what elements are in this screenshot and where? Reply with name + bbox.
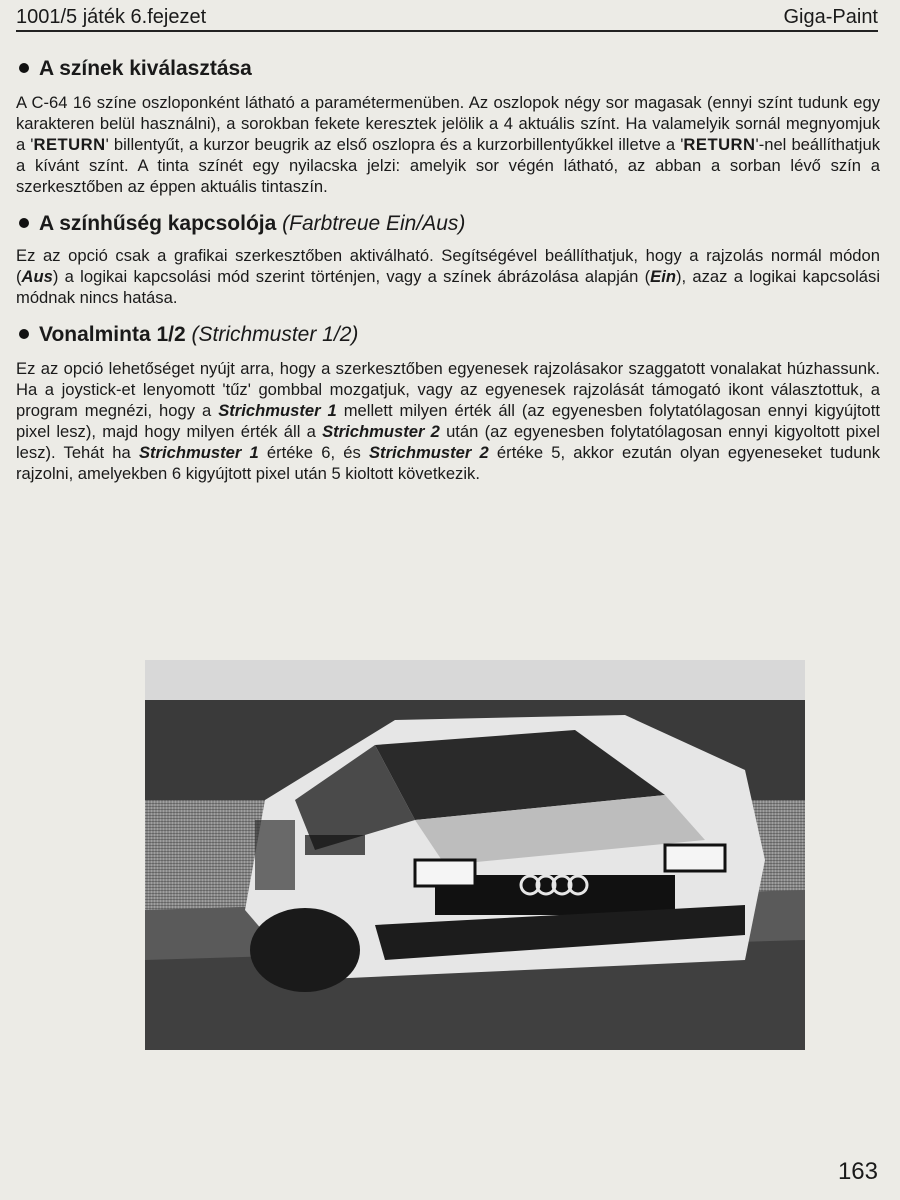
section-heading-color-fidelity xyxy=(16,209,880,239)
bullet-icon xyxy=(19,218,29,228)
bullet-icon xyxy=(19,63,29,73)
text-run: mellett milyen érték áll (az egyenesben folytatólagosan ennyi kigyújtott pixel lesz), majd hogy milyen érték áll a xyxy=(16,401,880,441)
text-run: Ez az opció csak a grafikai szerkesztőben aktiválható. Segítségével beállíthatjuk, hogy a rajzolás normál módon ( xyxy=(16,246,880,286)
section-paragraph-colors xyxy=(16,92,880,197)
option-name: Strichmuster 1 xyxy=(138,443,259,462)
text-run: ), azaz a logikai kapcsolási módnak nincs hatása. xyxy=(16,267,880,307)
heading-text: A színek kiválasztása xyxy=(39,57,252,80)
page-content xyxy=(16,52,880,484)
text-run: értéke 5, akkor ezután olyan egyeneseket tudunk rajzolni, amelyekben 6 kigyújtott pixel után 5 kioltott következik. xyxy=(16,443,880,483)
heading-text: Vonalminta 1/2 xyxy=(39,323,186,346)
section-paragraph-color-fidelity xyxy=(16,245,880,308)
rally-car-illustration xyxy=(145,660,805,1050)
text-run: Ez az opció lehetőséget nyújt arra, hogy a szerkesztőben egyenesek rajzolásakor szaggatott vonalakat húzhassunk. Ha a joystick-et lenyomott 'tűz' gombbal mozgatjuk, vagy az egyenesek rajzolását támogató ikont választottuk, a program megnézi, hogy a xyxy=(16,359,880,420)
rally-car-picture xyxy=(145,660,805,1050)
key-name: RETURN xyxy=(683,135,756,154)
text-run: ' billentyűt, a kurzor beugrik az első oszlopra és a kurzorbillentyűkkel illetve a ' xyxy=(105,135,684,154)
option-value: Ein xyxy=(650,267,676,286)
option-value: Aus xyxy=(21,267,53,286)
option-name: Strichmuster 2 xyxy=(368,443,489,462)
book-title: Giga-Paint xyxy=(783,6,878,28)
chapter-reference: 1001/5 játék 6.fejezet xyxy=(16,6,207,28)
heading-text: A színhűség kapcsolója xyxy=(39,212,277,235)
bullet-icon xyxy=(19,329,29,339)
key-name: RETURN xyxy=(33,135,106,154)
text-run: A C-64 16 színe oszloponként látható a paramétermenüben. Az oszlopok négy sor magasak (ennyi színt tudunk egy karakteren belül használni), a sorokban fekete keresztek jelölik a 4 aktuális színt. Ha valamelyik sornál megnyomjuk a ' xyxy=(16,93,880,154)
text-run: '-nel beállíthatjuk a kívánt színt. A tinta színét egy nyilacska jelzi: amelyik sor végén látható, az abban a sorban lévő szín a szerkesztőben az éppen aktuális tintaszín. xyxy=(16,135,881,196)
option-name: Strichmuster 1 xyxy=(218,401,337,420)
section-heading-line-pattern xyxy=(16,320,880,350)
option-name: Strichmuster 2 xyxy=(322,422,440,441)
running-header xyxy=(16,4,878,32)
text-run: értéke 6, és xyxy=(258,443,369,462)
text-run: ) a logikai kapcsolási mód szerint történjen, vagy a színek ábrázolása alapján ( xyxy=(52,267,651,286)
page-number: 163 xyxy=(837,1158,878,1185)
text-run: után (az egyenesben folytatólagosan ennyi kigyoltott pixel lesz). Tehát ha xyxy=(16,422,880,462)
section-paragraph-line-pattern xyxy=(16,358,880,484)
heading-subtitle: (Strichmuster 1/2) xyxy=(191,323,359,346)
section-heading-colors xyxy=(16,54,880,84)
heading-subtitle: (Farbtreue Ein/Aus) xyxy=(282,212,466,235)
